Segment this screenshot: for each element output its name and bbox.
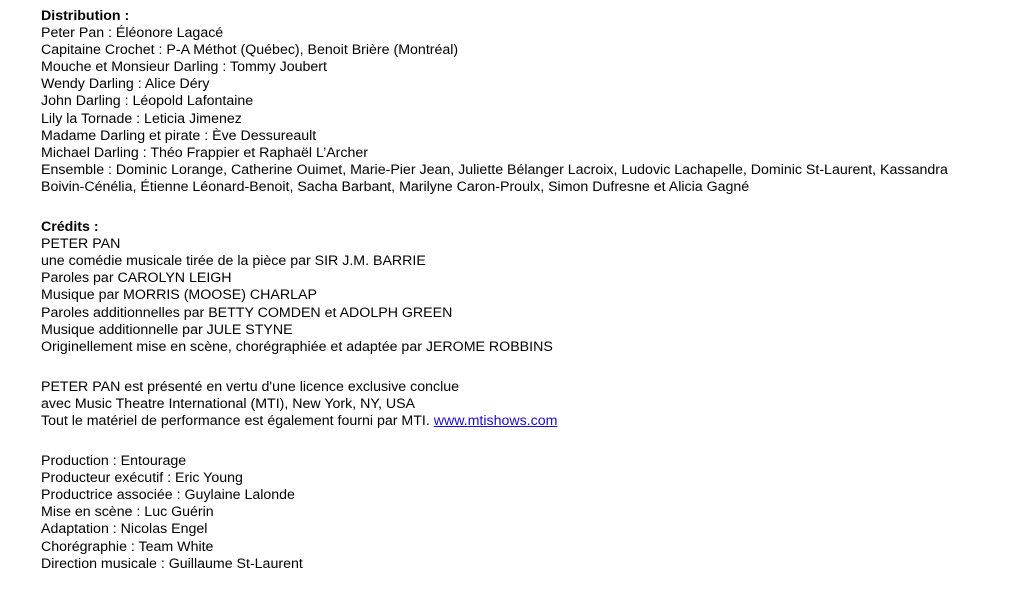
cast-line: Capitaine Crochet : P-A Méthot (Québec), Benoit Brière (Montréal) [41,42,459,59]
distribution-heading: Distribution : [41,8,130,24]
cast-line: Mouche et Monsieur Darling : Tommy Joubert [41,59,327,76]
cast-line: Lily la Tornade : Leticia Jimenez [41,110,242,127]
license-line: PETER PAN est présenté en vertu d'une licence exclusive conclue [41,378,460,395]
production-line: Chorégraphie : Team White [41,538,214,555]
production-line: Direction musicale : Guillaume St-Laurent [41,555,303,572]
credit-line: PETER PAN [41,236,121,253]
credit-line: Paroles additionnelles par BETTY COMDEN et ADOLPH GREEN [41,304,453,321]
production-section [41,453,1001,573]
ensemble-line-continued: Boivin-Cénélia, Étienne Léonard-Benoit, Sacha Barbant, Marilyne Caron-Proulx, Simon Dufresne et Alicia Gagné [41,178,750,195]
credits-section [41,219,1001,356]
credit-line: Paroles par CAROLYN LEIGH [41,270,232,287]
cast-line: John Darling : Léopold Lafontaine [41,93,254,110]
section-spacer [41,196,1001,219]
production-line: Mise en scène : Luc Guérin [41,504,214,521]
production-line: Adaptation : Nicolas Engel [41,521,208,538]
credit-line: Musique additionnelle par JULE STYNE [41,321,293,338]
license-line-with-link [41,413,1001,430]
license-section [41,379,1001,430]
credit-line: une comédie musicale tirée de la pièce par SIR J.M. BARRIE [41,253,426,270]
production-line: Producteur exécutif : Eric Young [41,470,243,487]
cast-line: Wendy Darling : Alice Déry [41,76,210,93]
section-spacer [41,430,1001,453]
license-line: avec Music Theatre International (MTI), New York, NY, USA [41,395,416,412]
credits-heading: Crédits : [41,219,99,236]
section-spacer [41,356,1001,379]
cast-line: Peter Pan : Éléonore Lagacé [41,25,224,42]
license-text: Tout le matériel de performance est également fourni par MTI. [41,412,434,429]
cast-line: Madame Darling et pirate : Ève Dessureault [41,127,317,144]
production-line: Productrice associée : Guylaine Lalonde [41,487,295,504]
distribution-section [41,8,1001,196]
credit-line: Musique par MORRIS (MOOSE) CHARLAP [41,287,317,304]
ensemble-line: Ensemble : Dominic Lorange, Catherine Ouimet, Marie-Pier Jean, Juliette Bélanger Lacroix, Ludovic Lachapelle, Dominic St-Laurent, Kassandra [41,161,948,178]
mtishows-link[interactable]: www.mtishows.com [433,412,558,429]
production-line: Production : Entourage [41,453,187,470]
document-body [41,8,1001,573]
cast-line: Michael Darling : Théo Frappier et Raphaël L’Archer [41,144,369,161]
credit-line: Originellement mise en scène, chorégraphiée et adaptée par JEROME ROBBINS [41,338,553,355]
